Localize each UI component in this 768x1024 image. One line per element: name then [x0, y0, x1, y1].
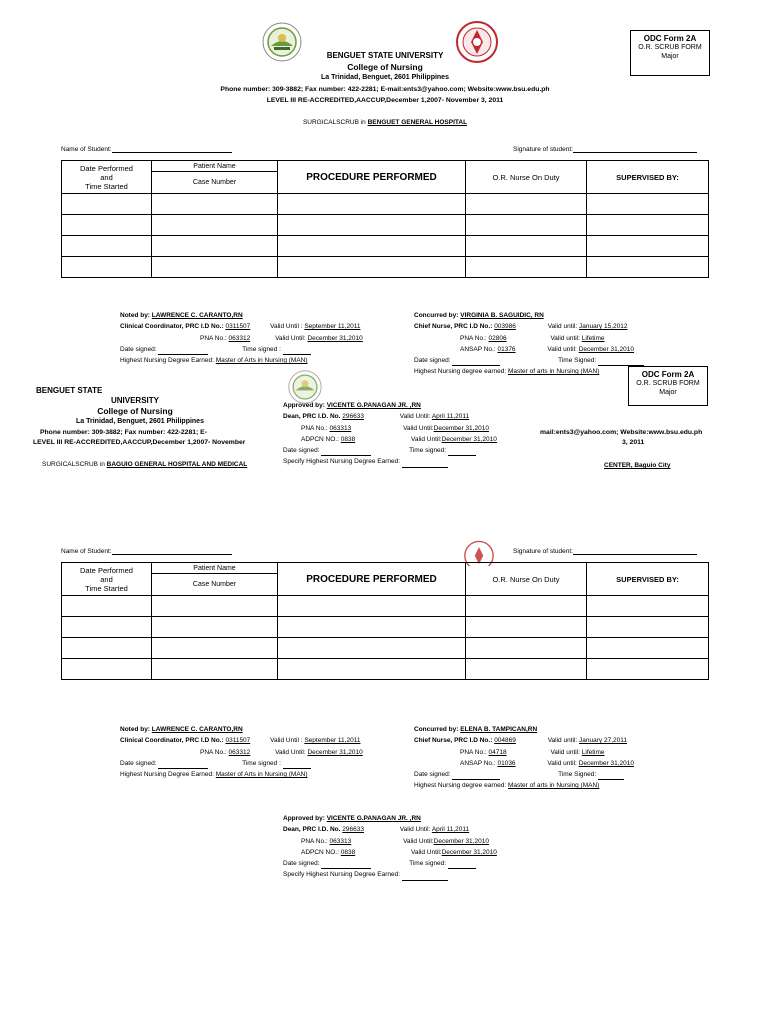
patient-name-header: Patient Name	[152, 161, 278, 172]
concurred-by-name: VIRGINIA B. SAGUIDIC, RN	[460, 312, 544, 319]
hospital-name: BENGUET GENERAL HOSPITAL	[367, 119, 468, 126]
table-row[interactable]	[62, 194, 709, 215]
form-code: ODC Form 2A	[643, 34, 697, 43]
approved-by-block-2: Approved by: VICENTE G.PANAGAN JR. ,RN Dean, PRC I.D. No. 296633 Valid Until: April 11,2011 PNA No.: 063313 Valid Until:December 31,2010 ADPCN NO.: 0838 Valid Until:December 31,2010 Date signed: Time signed: Specify Highest Nursing Degree Earned:	[283, 813, 497, 881]
case-number-header: Case Number	[152, 172, 278, 194]
case-number-header: Case Number	[152, 574, 278, 596]
table-row[interactable]	[62, 596, 709, 617]
table-row[interactable]	[62, 659, 709, 680]
university-name-2a: BENGUET STATE	[36, 386, 103, 395]
student-signature-label: Signature of student:	[513, 146, 573, 153]
email-2: mail:ents3@yahoo.com; Website:www.bsu.edu.ph	[540, 429, 703, 436]
table-row[interactable]	[62, 215, 709, 236]
form-code-box	[630, 30, 710, 76]
college-name: College of Nursing	[347, 62, 423, 72]
form-title: O.R. SCRUB FORM	[638, 44, 702, 51]
scrub-location-2: SURGICALSCRUB in BAGUIO GENERAL HOSPITAL AND MEDICAL	[42, 461, 248, 468]
bsu-seal-logo-2	[288, 370, 322, 404]
noted-by-name: LAWRENCE C. CARANTO,RN	[151, 312, 243, 319]
or-nurse-header: O.R. Nurse On Duty	[466, 563, 587, 596]
accreditation-info: LEVEL III RE-ACCREDITED,AACCUP,December 1,2007- November 3, 2011	[266, 97, 504, 104]
patient-name-header: Patient Name	[152, 563, 278, 574]
supervised-header: SUPERVISED BY:	[587, 563, 709, 596]
table-row[interactable]	[62, 236, 709, 257]
college-name-2: College of Nursing	[97, 406, 173, 416]
procedure-header: PROCEDURE PERFORMED	[278, 563, 466, 596]
hospital-name-2-cont: CENTER, Baguio City	[604, 462, 671, 469]
noted-by-block-2: Noted by: LAWRENCE C. CARANTO,RN Clinical Coordinator, PRC I.D No.: 0311507 Valid Until : September 11,2011 PNA No.: 063312 Valid Until: December 31,2010 Date signed: Time signed : Highest Nursing Degree Earned: Master of Arts in Nursing (MAN)	[120, 726, 363, 779]
table-row[interactable]	[62, 257, 709, 278]
student-signature-field-2[interactable]: Signature of student:	[513, 548, 697, 555]
hospital-name-2: BAGUIO GENERAL HOSPITAL AND MEDICAL	[106, 461, 248, 468]
procedure-header: PROCEDURE PERFORMED	[278, 161, 466, 194]
student-signature-field[interactable]	[513, 146, 697, 153]
procedure-table-1	[61, 160, 709, 278]
form-type: Major	[661, 53, 679, 60]
contact-info: Phone number: 309-3882; Fax number: 422-2281; E-mail:ents3@yahoo.com; Website:www.bsu.edu.ph	[220, 86, 550, 93]
university-name: BENGUET STATE UNIVERSITY	[326, 51, 444, 60]
scrub-prefix: SURGICALSCRUB in	[302, 119, 366, 126]
supervised-header: SUPERVISED BY:	[587, 161, 709, 194]
student-name-label: Name of Student:	[61, 146, 112, 153]
university-address: La Trinidad, Benguet, 2601 Philippines	[321, 74, 449, 81]
procedure-table-2	[61, 562, 709, 680]
approved-by-name: VICENTE G.PANAGAN JR. ,RN	[326, 402, 421, 409]
concurred-by-block-1: Concurred by: VIRGINIA B. SAGUIDIC, RN Chief Nurse, PRC I.D No.: 003986 Valid until: January 15,2012 PNA No.: 02806 Valid until: Lifetime ANSAP No.: 01376 Valid until: December 31,2010 Date signed: Time Signed: Highest Nursing degree earned: Master of arts in Nursing (MAN)	[414, 310, 644, 378]
table-row[interactable]	[62, 638, 709, 659]
date-performed-header: Date Performed and Time Started	[62, 161, 152, 194]
table-row[interactable]	[62, 617, 709, 638]
student-name-field-2[interactable]: Name of Student:	[61, 548, 232, 555]
date-performed-header: Date Performed and Time Started	[62, 563, 152, 596]
noted-by-block-1: Noted by: LAWRENCE C. CARANTO,RN Clinical Coordinator, PRC I.D No.: 0311507 Valid Until : September 11,2011 PNA No.: 063312 Valid Until: December 31,2010 Date signed: Time signed : Highest Nursing Degree Earned: Master of Arts in Nursing (MAN)	[120, 312, 363, 365]
accreditation-2: LEVEL III RE-ACCREDITED,AACCUP,December 1,2007- November	[33, 439, 246, 446]
concurred-by-block-2: Concurred by: ELENA B. TAMPICAN,RN Chief Nurse, PRC I.D No.: 004869 Valid until: January 27,2011 PNA No.: 04718 Valid until: Lifetime ANSAP No.: 01036 Valid until: December 31,2010 Date signed: Time Signed: Highest Nursing degree earned: Master of arts in Nursing (MAN)	[414, 726, 634, 790]
or-nurse-header: O.R. Nurse On Duty	[466, 161, 587, 194]
address-2: La Trinidad, Benguet, 2601 Philippines	[76, 418, 204, 425]
scrub-location-1	[240, 119, 530, 126]
phone-2: Phone number: 309-3882; Fax number: 422-2281; E-	[40, 429, 207, 436]
approved-by-block-1: Approved by: VICENTE G.PANAGAN JR. ,RN Dean, PRC I.D. No. 296633 Valid Until: April 11,2011 PNA No.: 063313 Valid Until:December 31,2010 ADPCN NO.: 0838 Valid Until:December 31,2010 Date signed: Time signed: Specify Highest Nursing Degree Earned:	[283, 400, 497, 468]
nursing-seal-logo	[456, 20, 498, 68]
student-name-field[interactable]	[61, 146, 232, 153]
form-code-box-2: ODC Form 2A O.R. SCRUB FORM Major	[628, 366, 708, 406]
year-2: 3, 2011	[622, 439, 645, 446]
university-name-2b: UNIVERSITY	[110, 396, 159, 405]
